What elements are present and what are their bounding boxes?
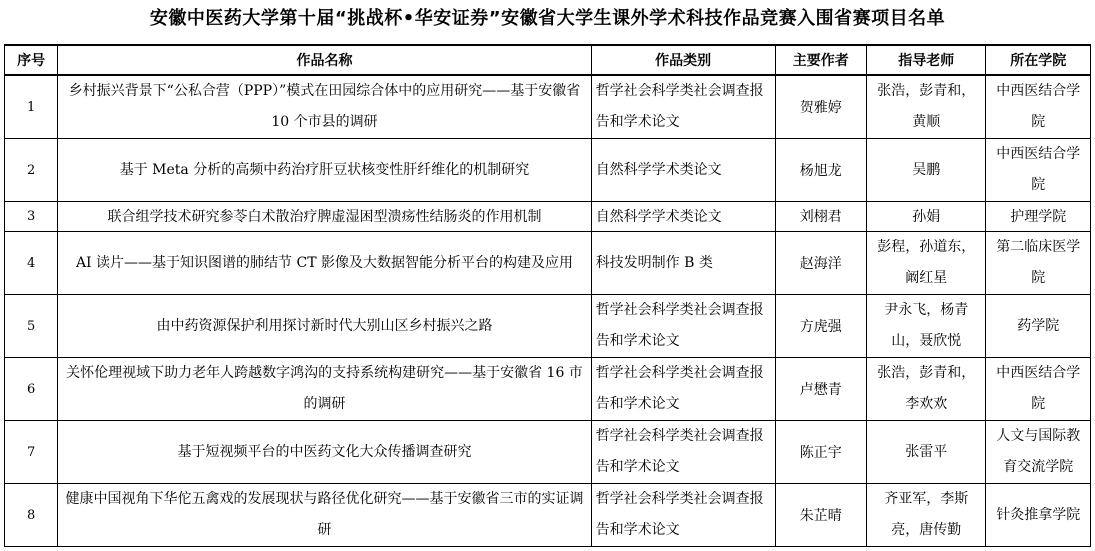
cell-school: 中西医结合学院: [986, 75, 1091, 139]
header-author: 主要作者: [775, 45, 866, 75]
cell-index: 8: [5, 484, 58, 547]
table-row: [5, 358, 1091, 421]
cell-author: 卢懋青: [775, 358, 866, 421]
cell-name: 由中药资源保护利用探讨新时代大别山区乡村振兴之路: [58, 295, 591, 358]
cell-category: 自然科学学术类论文: [591, 139, 775, 202]
cell-advisor: 孙娟: [866, 202, 986, 232]
cell-name: 关怀伦理视域下助力老年人跨越数字鸿沟的支持系统构建研究——基于安徽省 16 市的调研: [58, 358, 591, 421]
cell-author: 刘栩君: [775, 202, 866, 232]
cell-category: 哲学社会科学类社会调查报告和学术论文: [591, 358, 775, 421]
cell-advisor: 张雷平: [866, 421, 986, 484]
cell-name: 乡村振兴背景下“公私合营（PPP）”模式在田园综合体中的应用研究——基于安徽省 10 个市县的调研: [58, 75, 591, 139]
table-header-row: [5, 45, 1091, 75]
cell-category: 哲学社会科学类社会调查报告和学术论文: [591, 484, 775, 547]
cell-school: 人文与国际教育交流学院: [986, 421, 1091, 484]
cell-school: 护理学院: [986, 202, 1091, 232]
cell-author: 方虎强: [775, 295, 866, 358]
header-advisor: 指导老师: [866, 45, 986, 75]
cell-index: 1: [5, 75, 58, 139]
cell-advisor: 尹永飞，杨青山，聂欣悦: [866, 295, 986, 358]
cell-advisor: 齐亚军，李斯亮，唐传勤: [866, 484, 986, 547]
header-school: 所在学院: [986, 45, 1091, 75]
cell-advisor: 彭程，孙道东，阚红星: [866, 232, 986, 295]
cell-name: 健康中国视角下华佗五禽戏的发展现状与路径优化研究——基于安徽省三市的实证调研: [58, 484, 591, 547]
cell-name: 基于 Meta 分析的高频中药治疗肝豆状核变性肝纤维化的机制研究: [58, 139, 591, 202]
cell-author: 赵海洋: [775, 232, 866, 295]
table-row: [5, 484, 1091, 547]
cell-category: 哲学社会科学类社会调查报告和学术论文: [591, 295, 775, 358]
cell-name: AI 读片——基于知识图谱的肺结节 CT 影像及大数据智能分析平台的构建及应用: [58, 232, 591, 295]
cell-school: 针灸推拿学院: [986, 484, 1091, 547]
cell-category: 自然科学学术类论文: [591, 202, 775, 232]
cell-index: 2: [5, 139, 58, 202]
cell-author: 朱芷晴: [775, 484, 866, 547]
cell-school: 药学院: [986, 295, 1091, 358]
cell-index: 3: [5, 202, 58, 232]
cell-name: 基于短视频平台的中医药文化大众传播调查研究: [58, 421, 591, 484]
cell-school: 中西医结合学院: [986, 139, 1091, 202]
document-title: 安徽中医药大学第十届“挑战杯•华安证券”安徽省大学生课外学术科技作品竞赛入围省赛项目名单: [149, 8, 946, 29]
table-row: [5, 202, 1091, 232]
table-row: [5, 295, 1091, 358]
cell-index: 4: [5, 232, 58, 295]
cell-category: 哲学社会科学类社会调查报告和学术论文: [591, 421, 775, 484]
header-category: 作品类别: [591, 45, 775, 75]
cell-advisor: 吴鹏: [866, 139, 986, 202]
project-list-table: [4, 44, 1091, 547]
cell-category: 哲学社会科学类社会调查报告和学术论文: [591, 75, 775, 139]
cell-index: 5: [5, 295, 58, 358]
header-index: 序号: [5, 45, 58, 75]
cell-name: 联合组学技术研究参苓白术散治疗脾虚湿困型溃疡性结肠炎的作用机制: [58, 202, 591, 232]
cell-school: 中西医结合学院: [986, 358, 1091, 421]
cell-advisor: 张浩，彭青和，李欢欢: [866, 358, 986, 421]
cell-category: 科技发明制作 B 类: [591, 232, 775, 295]
header-name: 作品名称: [58, 45, 591, 75]
table-row: [5, 232, 1091, 295]
cell-author: 贺雅婷: [775, 75, 866, 139]
cell-index: 7: [5, 421, 58, 484]
cell-index: 6: [5, 358, 58, 421]
cell-author: 陈正宇: [775, 421, 866, 484]
table-row: [5, 421, 1091, 484]
table-row: [5, 139, 1091, 202]
cell-advisor: 张浩，彭青和，黄顺: [866, 75, 986, 139]
cell-author: 杨旭龙: [775, 139, 866, 202]
cell-school: 第二临床医学院: [986, 232, 1091, 295]
table-row: [5, 75, 1091, 139]
